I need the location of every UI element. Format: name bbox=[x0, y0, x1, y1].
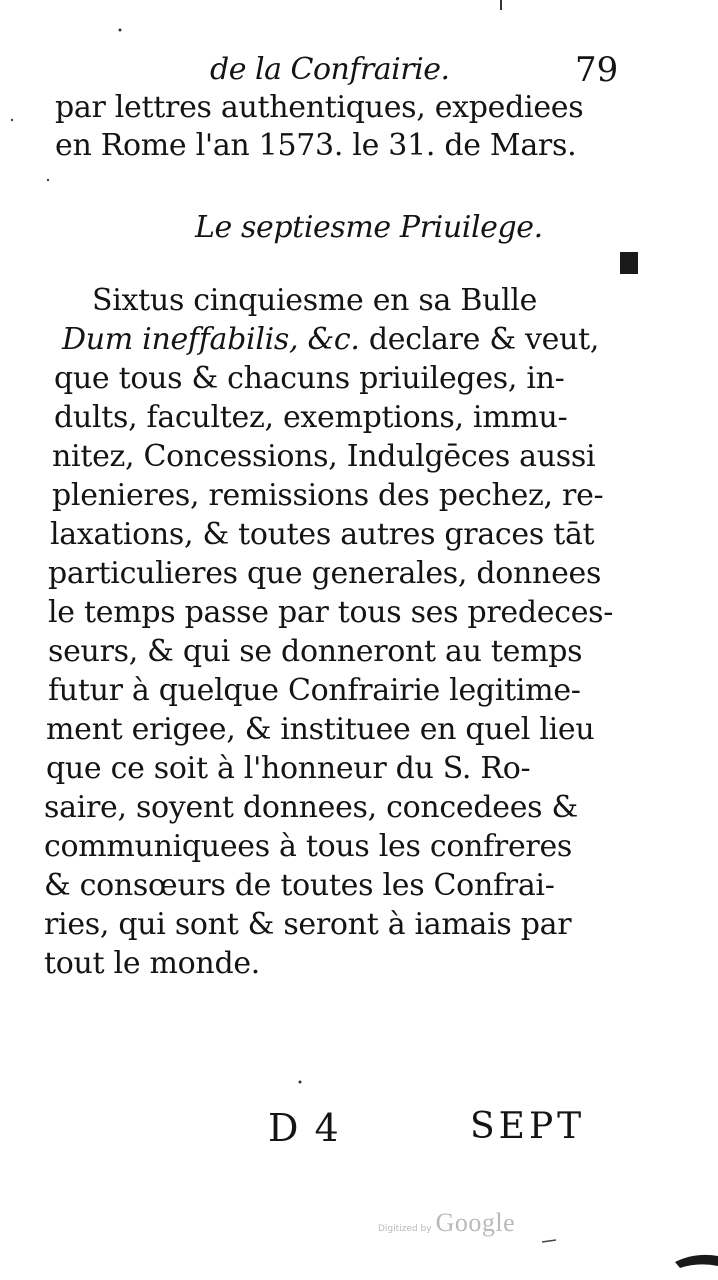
paragraph-line: ries, qui sont & seront à iamais par bbox=[44, 907, 572, 942]
ink-dot bbox=[11, 119, 13, 121]
paragraph-line: futur à quelque Confrairie legitime- bbox=[48, 673, 581, 708]
ink-dot bbox=[47, 179, 49, 181]
paragraph-line: que ce soit à l'honneur du S. Ro- bbox=[46, 751, 531, 786]
ink-dot bbox=[119, 29, 122, 32]
ink-mark bbox=[675, 1255, 718, 1268]
catchword: SEPT bbox=[470, 1106, 586, 1147]
paragraph-line: ment erigee, & instituee en quel lieu bbox=[46, 712, 595, 747]
paragraph-line: que tous & chacuns priuileges, in- bbox=[54, 361, 565, 396]
paragraph-line: particulieres que generales, donnees bbox=[48, 556, 602, 591]
ink-mark bbox=[542, 1240, 556, 1242]
paragraph-line: dults, facultez, exemptions, immu- bbox=[54, 400, 568, 435]
paragraph-line: saire, soyent donnees, concedees & bbox=[44, 790, 578, 825]
paragraph-line: tout le monde. bbox=[44, 946, 261, 981]
paragraph-line: laxations, & toutes autres graces tāt bbox=[50, 517, 595, 552]
digitized-watermark bbox=[378, 1208, 515, 1238]
continuation-line: par lettres authentiques, expediees bbox=[55, 90, 584, 125]
ink-mark bbox=[500, 0, 502, 10]
watermark-prefix: Digitized by bbox=[378, 1224, 432, 1234]
paragraph-line: & consœurs de toutes les Confrai- bbox=[44, 868, 555, 903]
section-heading: Le septiesme Priuilege. bbox=[195, 210, 543, 245]
paragraph-line bbox=[62, 322, 599, 357]
ink-dot bbox=[299, 1081, 302, 1084]
bull-title: Dum ineffabilis, &c. bbox=[62, 322, 360, 357]
ink-blot bbox=[620, 252, 638, 274]
google-logo: Google bbox=[435, 1208, 516, 1237]
paragraph-line: seurs, & qui se donneront au temps bbox=[48, 634, 583, 669]
signature-mark: D 4 bbox=[268, 1106, 341, 1150]
page-number: 79 bbox=[575, 50, 619, 90]
paragraph-line: communiquees à tous les confreres bbox=[44, 829, 573, 864]
paragraph-line: Sixtus cinquiesme en sa Bulle bbox=[92, 283, 538, 318]
paragraph-line: plenieres, remissions des pechez, re- bbox=[52, 478, 604, 513]
running-title: de la Confrairie. bbox=[210, 52, 450, 87]
paragraph-line: nitez, Concessions, Indulgēces aussi bbox=[52, 439, 596, 474]
paragraph-text: declare & veut, bbox=[359, 322, 600, 357]
paragraph-line: le temps passe par tous ses predeces- bbox=[48, 595, 614, 630]
continuation-line: en Rome l'an 1573. le 31. de Mars. bbox=[55, 128, 577, 163]
